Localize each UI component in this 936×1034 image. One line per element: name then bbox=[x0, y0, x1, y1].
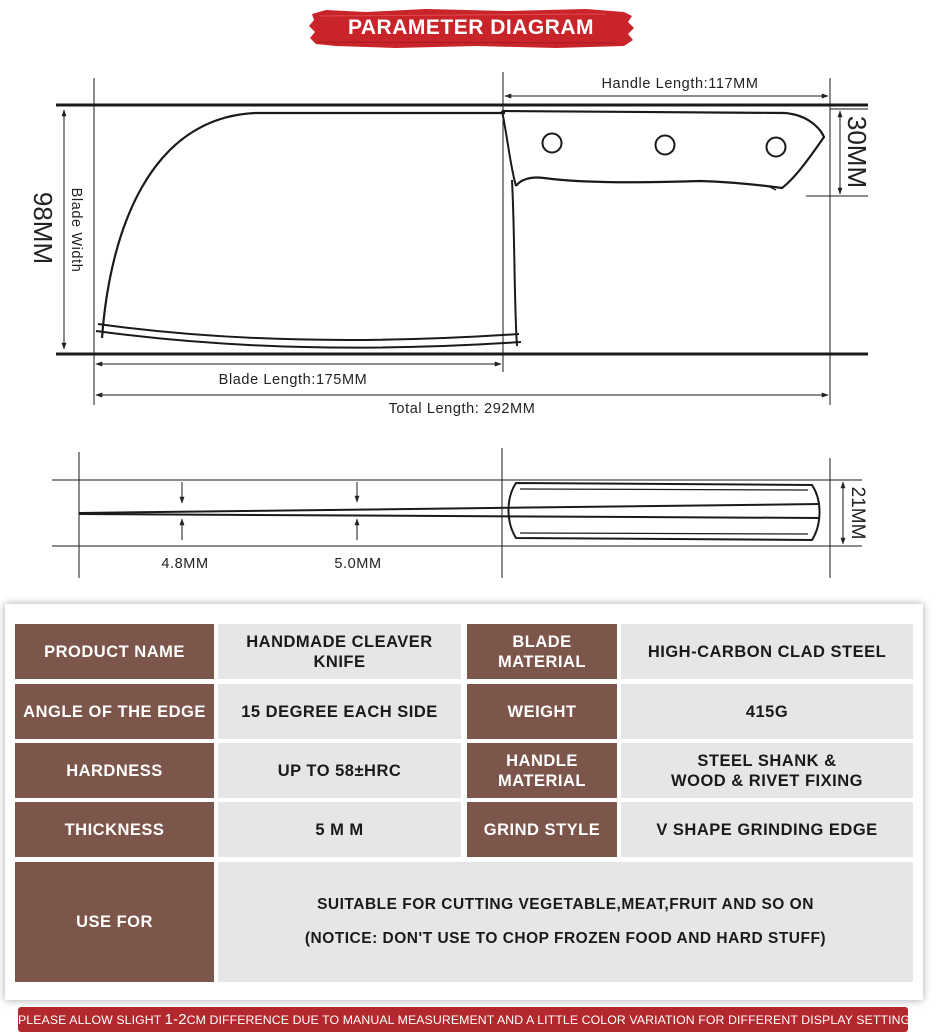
rivet bbox=[543, 134, 562, 153]
page-title: PARAMETER DIAGRAM bbox=[347, 16, 595, 39]
blade-outline bbox=[102, 113, 505, 338]
grind-style-label: GRIND STYLE bbox=[467, 802, 617, 857]
weight-value: 415G bbox=[621, 684, 913, 739]
thickness-label: THICKNESS bbox=[15, 802, 214, 857]
footer-suffix: CM DIFFERENCE DUE TO MANUAL MEASUREMENT AND A LITTLE COLOR VARIATION FOR DIFFERENT DISPLAY SETTING. bbox=[186, 1013, 914, 1027]
blade-width-value: 98MM bbox=[28, 191, 58, 265]
handle-material-line-1: STEEL SHANK & bbox=[697, 751, 837, 770]
handle-material-value bbox=[621, 743, 913, 798]
handle-height-label: 30MM bbox=[842, 115, 872, 189]
handle-material-label: HANDLE MATERIAL bbox=[467, 743, 617, 798]
handle-material-line-2: WOOD & RIVET FIXING bbox=[671, 771, 863, 790]
use-for-value bbox=[218, 862, 913, 982]
blade-width-label: Blade Width bbox=[68, 187, 84, 273]
rivet bbox=[767, 138, 786, 157]
thickness-right-label: 5.0MM bbox=[334, 556, 382, 572]
product-name-value: HANDMADE CLEAVER KNIFE bbox=[218, 624, 461, 679]
angle-label: ANGLE OF THE EDGE bbox=[15, 684, 214, 739]
handle-thickness-label: 21MM bbox=[847, 486, 868, 540]
use-for-label: USE FOR bbox=[15, 862, 214, 982]
footer-prefix: PLEASE ALLOW SLIGHT bbox=[18, 1013, 165, 1027]
footer-range: 1-2 bbox=[164, 1011, 187, 1028]
hardness-value: UP TO 58±HRC bbox=[218, 743, 461, 798]
rivet bbox=[656, 136, 675, 155]
handle-top-outline bbox=[509, 483, 820, 540]
use-for-line-1: SUITABLE FOR CUTTING VEGETABLE,MEAT,FRUIT AND SO ON bbox=[317, 896, 814, 913]
footer-disclaimer-bar bbox=[18, 1007, 914, 1032]
use-for-line-2: (NOTICE: DON'T USE TO CHOP FROZEN FOOD AND HARD STUFF) bbox=[304, 930, 827, 947]
hardness-label: HARDNESS bbox=[15, 743, 214, 798]
grind-style-value: V SHAPE GRINDING EDGE bbox=[621, 802, 913, 857]
blade-material-value: HIGH-CARBON CLAD STEEL bbox=[621, 624, 913, 679]
handle-outline bbox=[502, 111, 824, 188]
blade-length-label: Blade Length:175MM bbox=[218, 372, 368, 388]
blade-material-label: BLADE MATERIAL bbox=[467, 624, 617, 679]
side-view bbox=[56, 72, 868, 405]
thickness-value: 5 M M bbox=[218, 802, 461, 857]
angle-value: 15 DEGREE EACH SIDE bbox=[218, 684, 461, 739]
thickness-left-label: 4.8MM bbox=[161, 556, 209, 572]
footer-disclaimer bbox=[18, 1007, 914, 1032]
total-length-label: Total Length: 292MM bbox=[388, 401, 536, 417]
weight-label: WEIGHT bbox=[467, 684, 617, 739]
spec-table bbox=[5, 604, 923, 1000]
handle-length-label: Handle Length:117MM bbox=[601, 76, 759, 92]
product-name-label: PRODUCT NAME bbox=[15, 624, 214, 679]
